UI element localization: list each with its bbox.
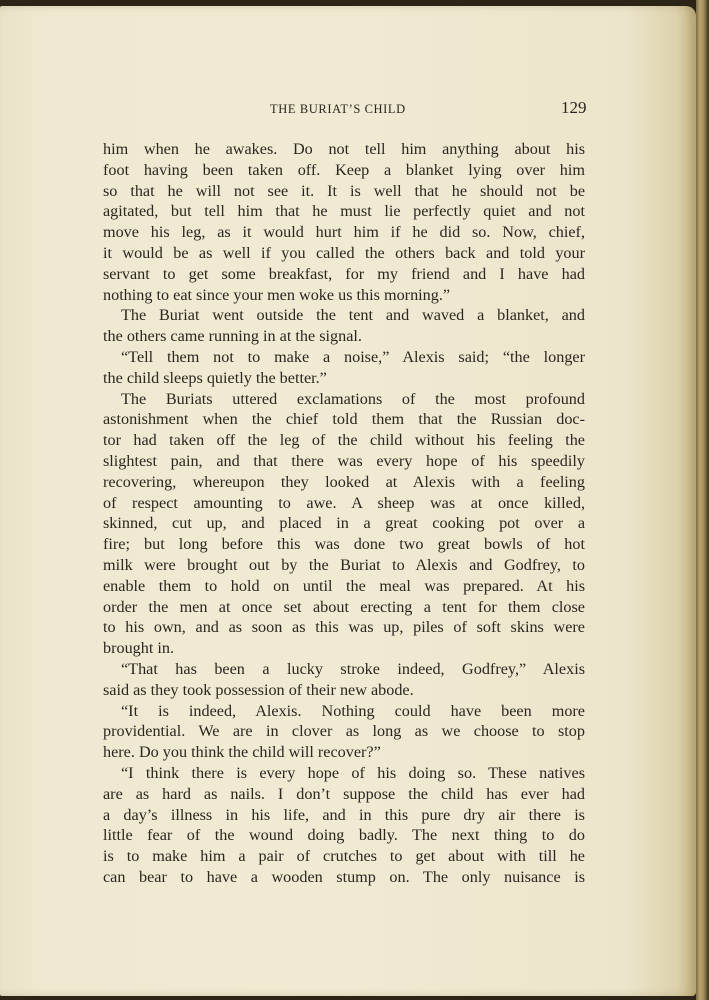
text-line: “Tell them not to make a noise,” Alexis said; “the longer bbox=[121, 347, 585, 366]
text-line: move his leg, as it would hurt him if he did so. Now, chief, bbox=[103, 223, 585, 242]
body-text bbox=[103, 139, 585, 888]
text-line: it would be as well if you called the others back and told your bbox=[103, 243, 585, 262]
text-line: said as they took possession of their new abode. bbox=[103, 680, 414, 699]
page-edge bbox=[696, 0, 709, 1000]
text-line: can bear to have a wooden stump on. The only nuisance is bbox=[103, 867, 585, 886]
text-line: tor had taken off the leg of the child without his feeling the bbox=[103, 431, 585, 450]
text-line: of respect amounting to awe. A sheep was at once killed, bbox=[103, 493, 585, 512]
page-header bbox=[0, 98, 696, 122]
text-line: agitated, but tell him that he must lie perfectly quiet and not bbox=[103, 202, 585, 221]
running-title: THE BURIAT’S CHILD bbox=[270, 102, 406, 116]
text-line: astonishment when the chief told them that the Russian doc- bbox=[103, 410, 585, 429]
text-line: The Buriat went outside the tent and waved a blanket, and bbox=[121, 306, 585, 325]
text-line: here. Do you think the child will recover?” bbox=[103, 743, 381, 762]
text-line: “It is indeed, Alexis. Nothing could have been more bbox=[121, 701, 585, 720]
text-line: enable them to hold on until the meal was prepared. At his bbox=[103, 576, 585, 595]
book-page bbox=[0, 6, 696, 996]
text-line: are as hard as nails. I don’t suppose the child has ever had bbox=[103, 784, 585, 803]
text-line: the others came running in at the signal. bbox=[103, 327, 362, 346]
text-line: slightest pain, and that there was every hope of his speedily bbox=[103, 451, 585, 470]
text-line: milk were brought out by the Buriat to Alexis and Godfrey, to bbox=[103, 555, 585, 574]
text-line: “I think there is every hope of his doing so. These natives bbox=[121, 763, 585, 782]
text-line: The Buriats uttered exclamations of the most profound bbox=[121, 389, 585, 408]
text-line: the child sleeps quietly the better.” bbox=[103, 368, 327, 387]
text-line: providential. We are in clover as long as we choose to stop bbox=[103, 722, 585, 741]
text-line: foot having been taken off. Keep a blanket lying over him bbox=[103, 160, 585, 179]
text-line: recovering, whereupon they looked at Alexis with a feeling bbox=[103, 472, 585, 491]
text-line: little fear of the wound doing badly. The next thing to do bbox=[103, 826, 585, 845]
text-line: a day’s illness in his life, and in this pure dry air there is bbox=[103, 805, 585, 824]
text-line: skinned, cut up, and placed in a great cooking pot over a bbox=[103, 514, 585, 533]
text-line: fire; but long before this was done two great bowls of hot bbox=[103, 535, 585, 554]
text-line: servant to get some breakfast, for my friend and I have had bbox=[103, 264, 585, 283]
text-line: him when he awakes. Do not tell him anything about his bbox=[103, 140, 585, 158]
text-line: is to make him a pair of crutches to get about with till he bbox=[103, 847, 585, 866]
text-line: to his own, and as soon as this was up, piles of soft skins were bbox=[103, 618, 585, 637]
text-line: “That has been a lucky stroke indeed, Godfrey,” Alexis bbox=[121, 659, 585, 678]
text-line: so that he will not see it. It is well that he should not be bbox=[103, 181, 585, 200]
page-number: 129 bbox=[561, 98, 587, 117]
text-line: brought in. bbox=[103, 639, 175, 658]
text-line: nothing to eat since your men woke us this morning.” bbox=[103, 285, 451, 304]
text-line: order the men at once set about erecting a tent for them close bbox=[103, 597, 585, 616]
